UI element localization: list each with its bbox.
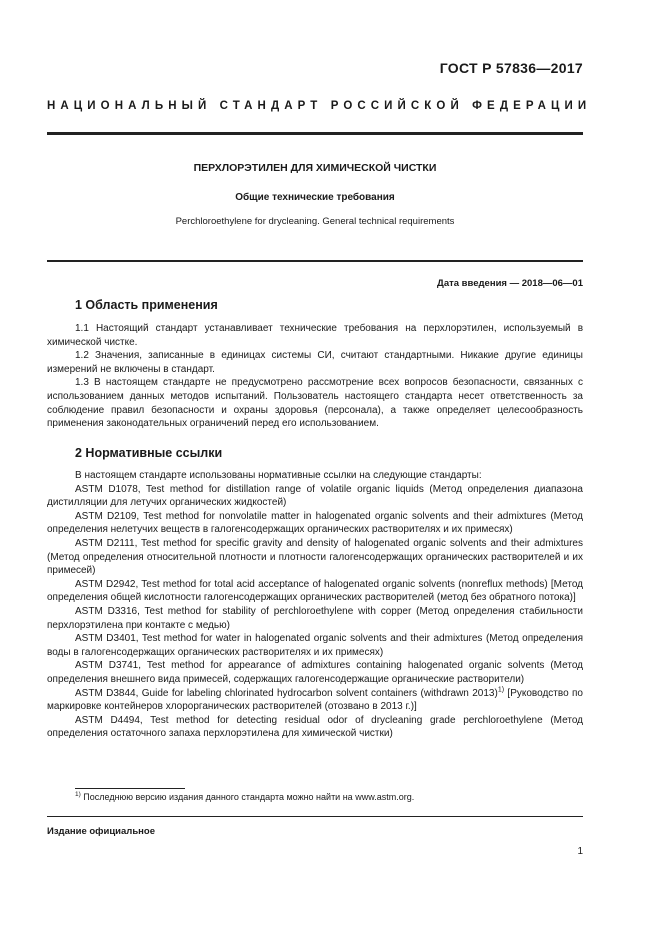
footer-divider <box>47 816 583 817</box>
document-subtitle: Общие технические требования <box>235 192 395 203</box>
reference-d2109: ASTM D2109, Test method for nonvolatile matter in halogenated organic solvents and their admixtures (Метод определения нелетучих веществ в галогенсодержащих органических растворителях и их примесях) <box>47 510 583 536</box>
reference-d3741: ASTM D3741, Test method for appearance of admixtures containing halogenated organic solvents (Метод определения внешнего вида примесей, содержащих галогенсодержащие органические растворители) <box>47 660 583 685</box>
reference-d1078: ASTM D1078, Test method for distillation range of volatile organic liquids (Метод определения диапазона дистилляции для летучих органических жидкостей) <box>47 483 583 509</box>
footnote-marker: 1) <box>497 686 505 694</box>
references-intro: В настоящем стандарте использованы нормативные ссылки на следующие стандарты: <box>75 470 482 481</box>
section-2-heading: 2 Нормативные ссылки <box>75 446 223 460</box>
footnote-divider <box>75 788 185 789</box>
reference-d3316: ASTM D3316, Test method for stability of perchloroethylene with copper (Метод определения стабильности перхлорэтилена при контакте с медью) <box>47 605 583 631</box>
reference-d2111: ASTM D2111, Test method for specific gravity and density of halogenated organic solvents and their admixtures (Метод определения относительной плотности и плотности галогенсодержащих органических растворителей и их примесей) <box>47 537 583 577</box>
reference-d3844 <box>47 687 583 714</box>
introduction-date: Дата введения — 2018—06—01 <box>437 278 583 289</box>
reference-d3844-translation: [Руководство по маркировке контейнеров хлорорганических растворителей (отозвано в 2013 г.)] <box>47 687 583 713</box>
reference-d3401: ASTM D3401, Test method for water in halogenated organic solvents and their admixtures (Метод определения воды в галогенсодержащих органических растворителях и их примесях) <box>47 633 583 658</box>
paragraph-1-1: 1.1 Настоящий стандарт устанавливает технические требования на перхлорэтилен, используемый в химической чистке. <box>47 323 583 348</box>
footnote-mark: 1) <box>75 791 81 798</box>
reference-d2942: ASTM D2942, Test method for total acid acceptance of halogenated organic solvents (nonreflux methods) [Метод определения общей кислотности галогенсодержащих органических растворителей (метод без обратного потока)] <box>47 578 583 604</box>
section-1-heading: 1 Область применения <box>75 298 218 312</box>
paragraph-1-3: 1.3 В настоящем стандарте не предусмотрено рассмотрение всех вопросов безопасности, связанных с использованием данных методов испытаний. Пользователь настоящего стандарта несет ответственность за соблюдение правил безопасности и охраны здоровья (персонала), а также определяет целесообразность применения законодательных ограничений перед его использованием. <box>47 377 583 430</box>
title-divider <box>47 260 583 262</box>
edition-label: Издание официальное <box>47 826 155 837</box>
document-number: ГОСТ Р 57836—2017 <box>439 60 583 76</box>
section-1-body <box>47 322 583 431</box>
page-number: 1 <box>577 846 583 857</box>
paragraph-1-2: 1.2 Значения, записанные в единицах системы СИ, считают стандартными. Никакие другие единицы измерений не включены в стандарт. <box>47 350 583 375</box>
standard-title: НАЦИОНАЛЬНЫЙ СТАНДАРТ РОССИЙСКОЙ ФЕДЕРАЦИИ <box>47 100 592 112</box>
header-divider <box>47 132 583 135</box>
english-title: Perchloroethylene for drycleaning. General technical requirements <box>175 216 455 227</box>
footnote-text: Последнюю версию издания данного стандарта можно найти на www.astm.org. <box>80 792 415 802</box>
document-title: ПЕРХЛОРЭТИЛЕН ДЛЯ ХИМИЧЕСКОЙ ЧИСТКИ <box>193 162 437 174</box>
section-2-body <box>47 469 583 741</box>
reference-d3844-text: ASTM D3844, Guide for labeling chlorinated hydrocarbon solvent containers (withdrawn 2013) <box>75 687 498 699</box>
footnote <box>75 792 414 802</box>
reference-d4494: ASTM D4494, Test method for detecting residual odor of drycleaning grade perchloroethylene (Метод определения остаточного запаха перхлорэтилена для химической чистки) <box>47 714 583 740</box>
